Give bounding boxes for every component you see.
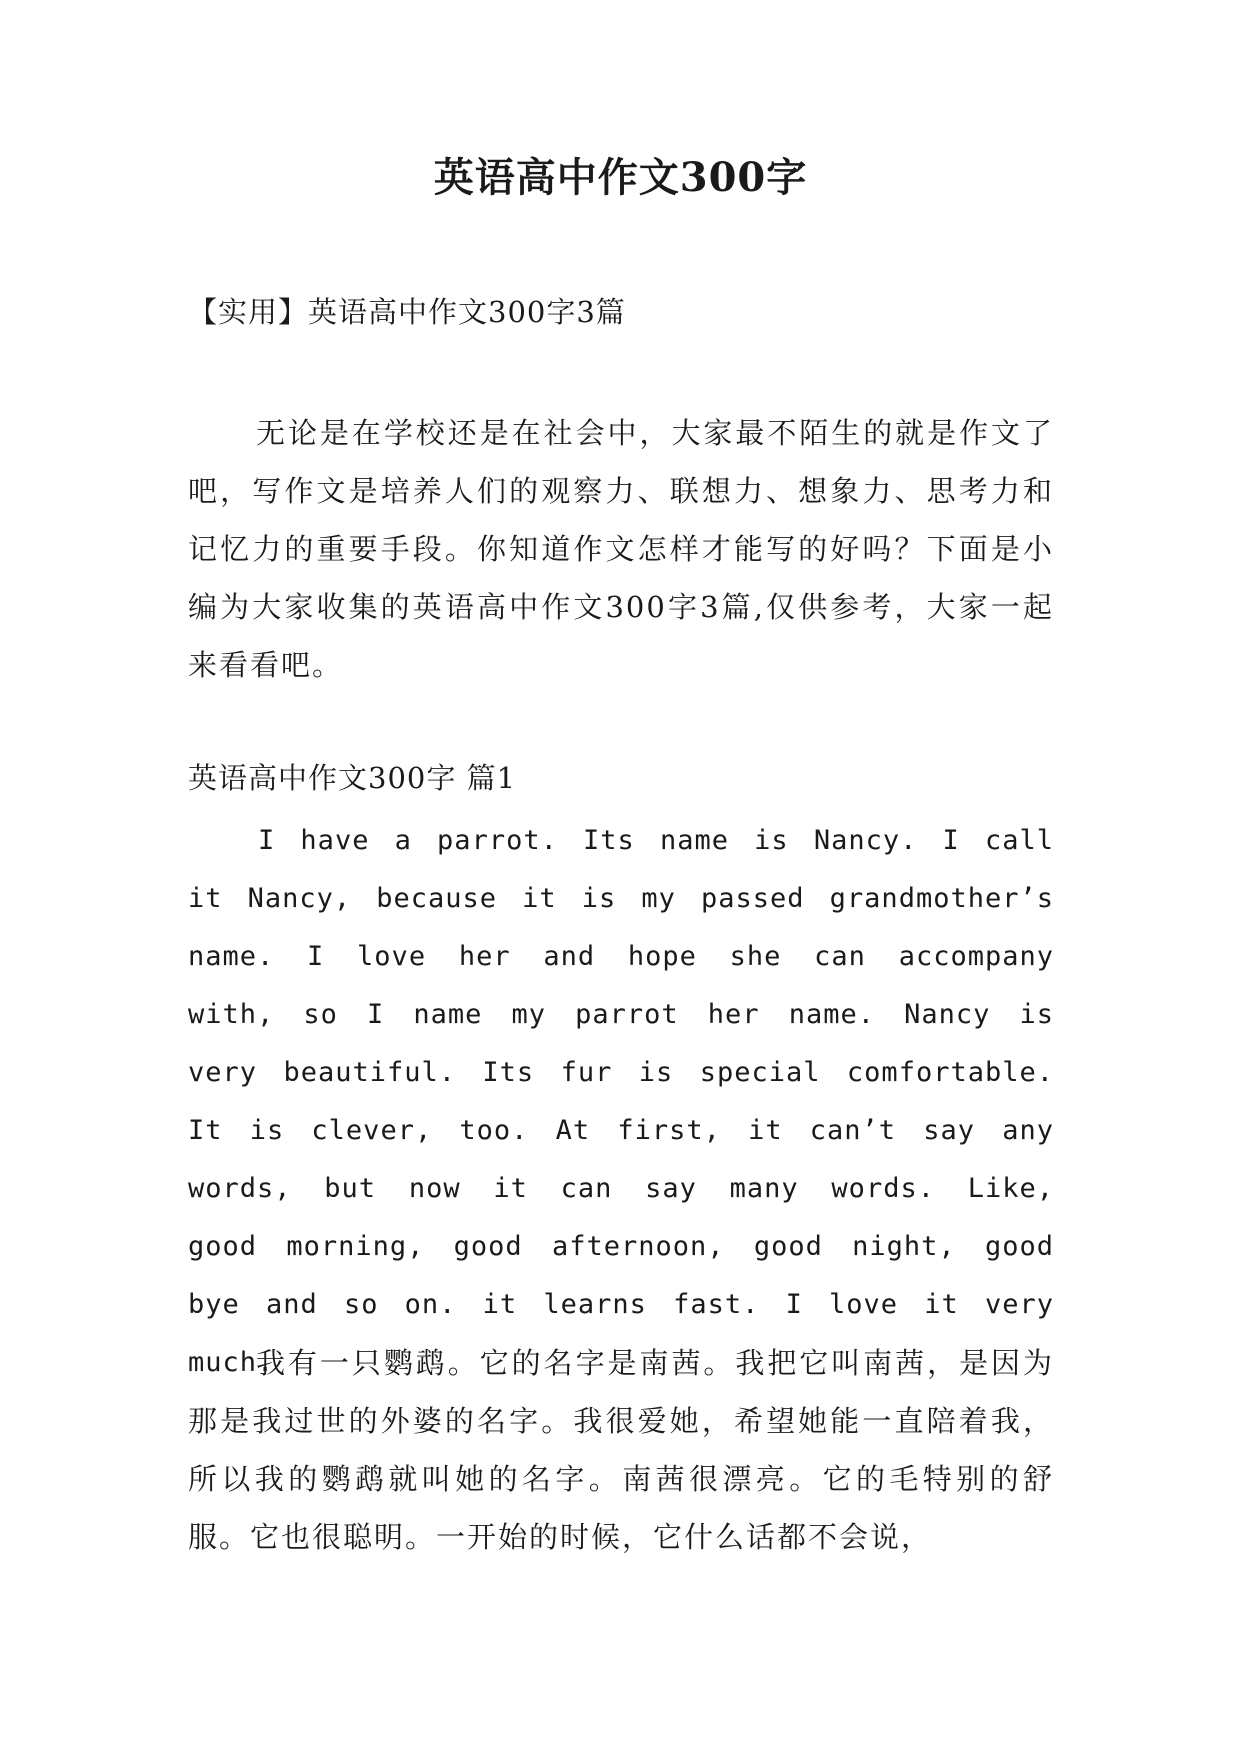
section-heading: 英语高中作文300字 篇1	[188, 761, 517, 795]
english-essay-paragraph: I have a parrot. Its name is Nancy. I call it Nancy, because it is my passed grandmother’s name. I love her and hope she can accompany with, so I name my parrot her name. Nancy is very beautiful. Its fur is special comfortable. It is clever, too. At first, it can’t say any words, but now it can say many words. Like, good morning, good afternoon, good night, good bye and so on. it learns fast. I love it very much.	[188, 825, 1054, 1378]
chinese-translation-paragraph: 我有一只鹦鹉。它的名字是南茜。我把它叫南茜，是因为那是我过世的外婆的名字。我很爱她，希望她能一直陪着我，所以我的鹦鹉就叫她的名字。南茜很漂亮。它的毛特别的舒服。它也很聪明。一开始的时候，它什么话都不会说，	[188, 1346, 1054, 1554]
document-subtitle: 【实用】英语高中作文300字3篇	[188, 295, 626, 329]
intro-paragraph: 无论是在学校还是在社会中，大家最不陌生的就是作文了吧，写作文是培养人们的观察力、联想力、想象力、思考力和记忆力的重要手段。你知道作文怎样才能写的好吗？下面是小编为大家收集的英语高中作文300字3篇,仅供参考，大家一起来看看吧。	[188, 416, 1054, 682]
document-title: 英语高中作文300字	[433, 154, 808, 201]
